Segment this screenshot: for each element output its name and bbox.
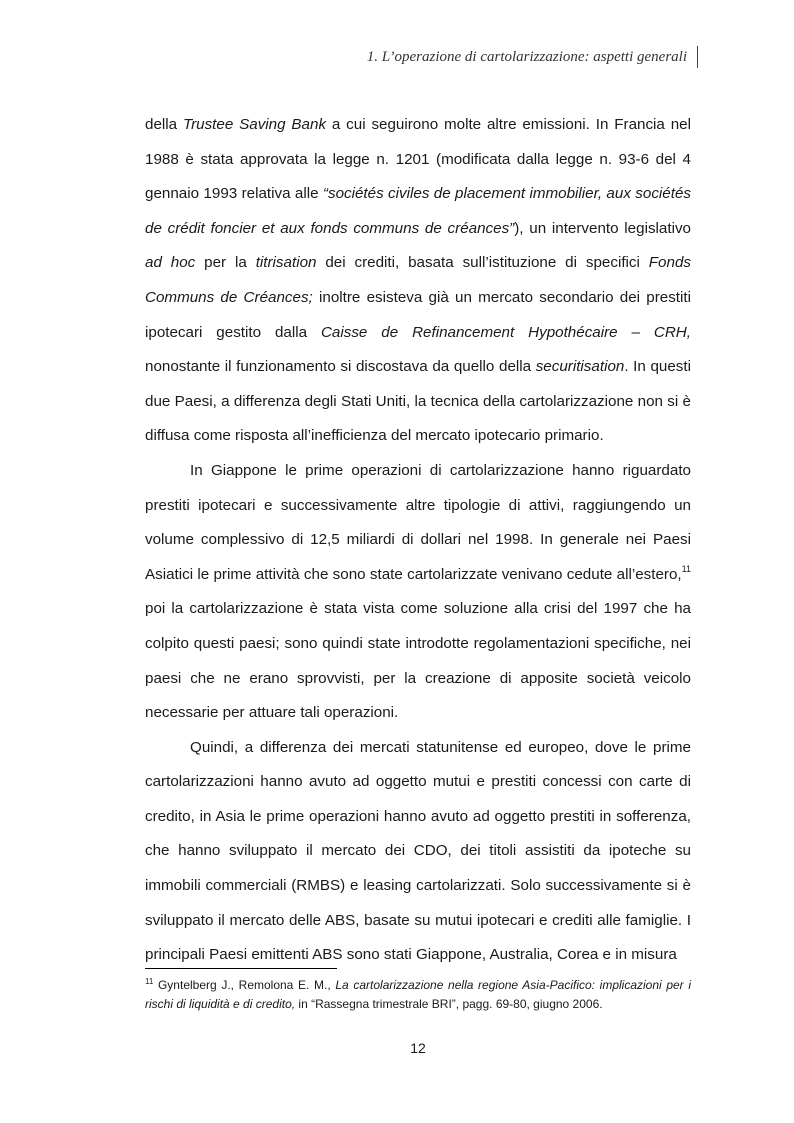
text-run: dei crediti, basata sull’istituzione di specifici xyxy=(316,254,649,272)
italic-run: titrisation xyxy=(255,254,317,272)
paragraph-1 xyxy=(145,108,691,454)
footnote xyxy=(145,976,691,1014)
text-run: In Giappone le prime operazioni di cartolarizzazione hanno riguardato prestiti ipotecari e successivamente altre tipologie di attivi, raggiungendo un volume complessivo di 12,5 miliardi di dollari nel 1998. In generale nei Paesi Asiatici le prime attività che sono state cartolarizzate venivano cedute all’estero, xyxy=(145,461,691,583)
text-run: poi la cartolarizzazione è stata vista come soluzione alla crisi del 1997 che ha colpito questi paesi; sono quindi state introdotte regolamentazioni specifiche, nei paesi che ne erano sprovvisti, per la creazione di apposite società veicolo necessarie per attuare tali operazioni. xyxy=(145,600,691,722)
italic-run: Fonds Communs de Créances; xyxy=(145,254,691,306)
page-number: 12 xyxy=(410,1040,426,1056)
text-run: della xyxy=(145,116,183,133)
text-run: per la xyxy=(195,254,256,272)
footnote-title: La cartolarizzazione nella regione Asia-Pacifico: implicazioni per i rischi di liquidità e di credito, xyxy=(145,978,692,1011)
paragraph-2 xyxy=(145,454,691,731)
running-header xyxy=(367,46,698,68)
text-run: ), un intervento legislativo xyxy=(514,219,692,237)
text-run: nonostante il funzionamento si discostava da quello della xyxy=(145,358,536,376)
paragraph-3 xyxy=(145,731,691,973)
footnote-source: in “Rassegna trimestrale BRI”, pagg. 69-80, giugno 2006. xyxy=(295,997,603,1011)
text-run: a cui seguirono molte altre emissioni. In Francia nel 1988 è stata approvata la legge n. 1201 (modificata dalla legge n. 93-6 del 4 gennaio 1993 relativa alle xyxy=(145,116,691,203)
text-run: inoltre esisteva già un mercato secondario dei prestiti ipotecari gestito dalla xyxy=(145,288,691,341)
italic-run: Trustee Saving Bank xyxy=(182,116,327,133)
footnote-reference[interactable]: 11 xyxy=(681,563,691,574)
footnote-authors: Gyntelberg J., Remolona E. M., xyxy=(153,978,336,992)
chapter-title: 1. L’operazione di cartolarizzazione: aspetti generali xyxy=(366,49,687,65)
footnote-number: 11 xyxy=(145,977,154,986)
text-run: . In questi due Paesi, a differenza degli Stati Uniti, la tecnica della cartolarizzazione non si è diffusa come risposta all’inefficienza del mercato ipotecario primario. xyxy=(145,358,691,445)
italic-run: “sociétés civiles de placement immobilier, aux sociétés de crédit foncier et aux fonds communs de créances” xyxy=(145,185,691,237)
italic-run: ad hoc xyxy=(145,254,196,272)
italic-run: securitisation xyxy=(535,358,625,376)
body-text xyxy=(145,108,691,973)
footnote-separator xyxy=(145,968,337,969)
italic-run: Caisse de Refinancement Hypothécaire – CRH, xyxy=(320,323,691,341)
text-run: Quindi, a differenza dei mercati statunitense ed europeo, dove le prime cartolarizzazioni hanno avuto ad oggetto mutui e prestiti concessi con carte di credito, in Asia le prime operazioni hanno avuto ad oggetto prestiti in sofferenza, che hanno sviluppato il mercato dei CDO, dei titoli assistiti da ipoteche su immobili commerciali (RMBS) e leasing cartolarizzati. Solo successivamente si è sviluppato il mercato delle ABS, basate su mutui ipotecari e crediti alle famiglie. I principali Paesi emittenti ABS sono stati Giappone, Australia, Corea e in misura xyxy=(145,738,691,964)
